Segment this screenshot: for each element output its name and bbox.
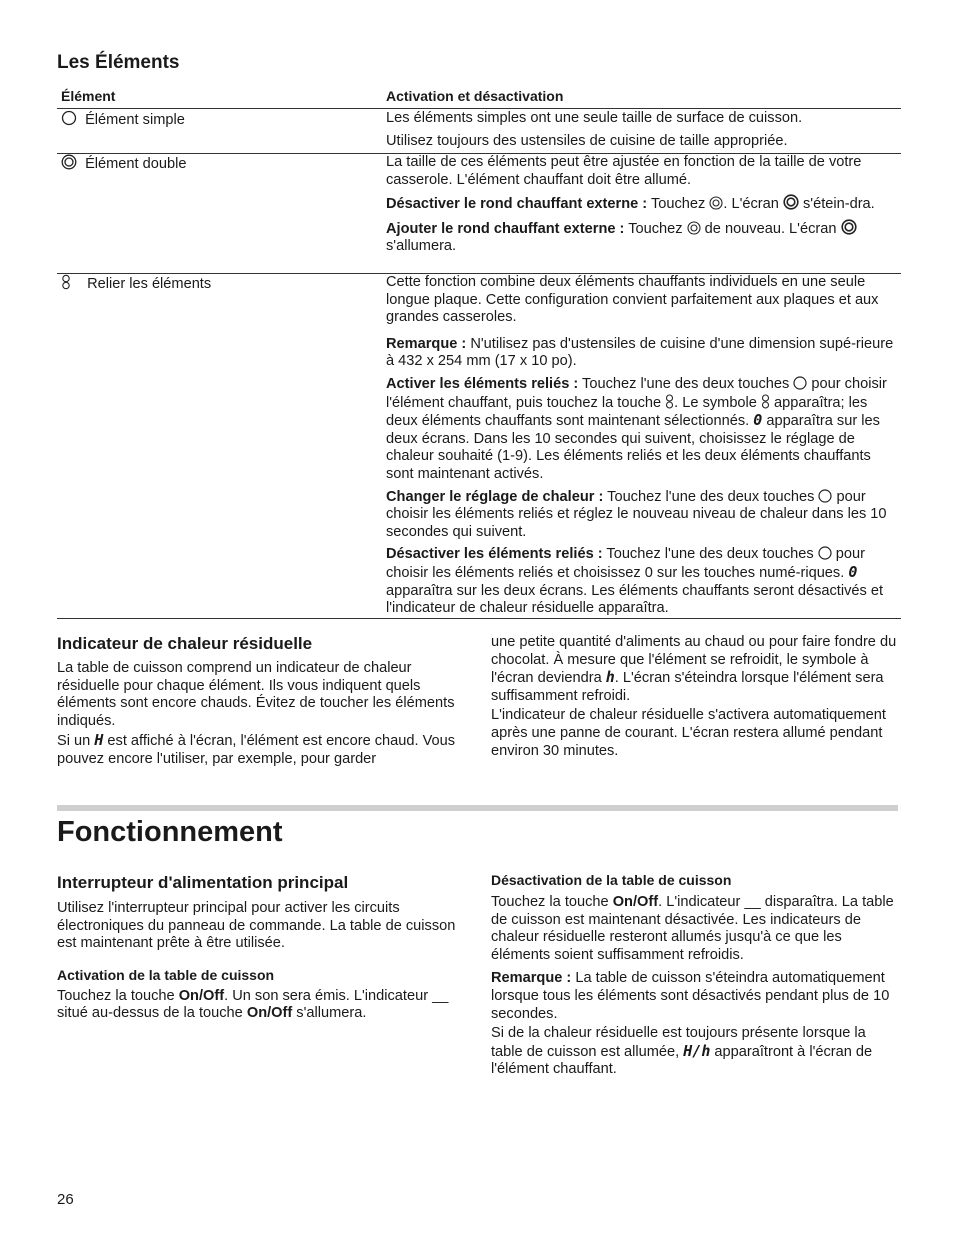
- onoff-key-label: On/Off: [246, 1005, 293, 1022]
- table-bottom-border: [57, 618, 901, 619]
- row3-p5-bold: Désactiver les éléments reliés :: [386, 546, 603, 563]
- row3-p3-c: . Le symbole: [674, 394, 761, 411]
- row-label-simple: Élément simple: [85, 112, 185, 128]
- row3-p3: [386, 376, 898, 484]
- display-h-glyph: h: [605, 668, 615, 687]
- row3-p3-e: apparaîtra sur les deux écrans. Dans les 10 secondes qui suivent, choisissez le réglage de chaleur souhaité (1-9). Les éléments reliés et les deux éléments chauffants sont maintenant activés.: [386, 413, 880, 482]
- single-element-touch-icon: [818, 489, 832, 503]
- section-title-residual: Indicateur de chaleur résiduelle: [57, 634, 313, 653]
- page-number: 26: [57, 1191, 74, 1208]
- row3-p3-b: pour choisir l'élément chauffant, puis touchez la touche: [386, 375, 887, 411]
- onoff-key-label: On/Off: [612, 894, 659, 910]
- section-divider-bar: [57, 805, 898, 811]
- table-row-simple-desc: [386, 110, 898, 155]
- deactivation-p1: [491, 894, 899, 964]
- residual-left-column: [57, 660, 465, 771]
- deactivation-p1-a: Touchez la touche: [491, 894, 613, 910]
- row3-p5: [386, 546, 898, 617]
- outer-ring-touch-icon: [687, 221, 701, 235]
- single-element-icon: [61, 110, 77, 126]
- row-label-link: Relier les éléments: [87, 276, 212, 292]
- row2-p2: [386, 194, 898, 214]
- row3-p3-a: Touchez l'une des deux touches: [578, 375, 794, 392]
- display-zero-glyph: 0: [753, 411, 763, 430]
- main-switch-p1: Utilisez l'interrupteur principal pour activer les circuits électroniques du panneau de commande. La table de cuisson est maintenant prête à être utilisée.: [57, 900, 456, 952]
- row2-p2-bold: Désactiver le rond chauffant externe :: [386, 196, 648, 213]
- row2-p2-a: Touchez: [647, 196, 710, 213]
- residual-p1: La table de cuisson comprend un indicateur de chaleur résiduelle pour chaque élément. Ils vous indiquent quels éléments sont encore chauds. Évitez de toucher les éléments indiqués.: [57, 660, 455, 729]
- double-display-icon: [841, 219, 857, 235]
- table-row-link-desc: [386, 274, 898, 623]
- outer-ring-touch-icon: [709, 196, 723, 210]
- residual-p2: [57, 732, 465, 768]
- activation-p1-b: . Un son sera émis. L'indicateur __ situé au-dessus de la touche: [57, 987, 449, 1022]
- row3-p5-b: pour choisir les éléments reliés et choisissez 0 sur les touches numé-riques.: [386, 546, 865, 581]
- link-elements-icon: [665, 394, 674, 409]
- deactivation-p1-b: . L'indicateur __ disparaîtra. La table de cuisson est maintenant désactivée. Les indicateurs de chaleur résiduelle resteront allumés jusqu'à ce que les éléments soient suffisamment refroidis.: [491, 894, 894, 963]
- deactivation-p3-a: Si de la chaleur résiduelle est toujours présente lorsque la table de cuisson est allumée,: [491, 1025, 866, 1060]
- link-elements-icon: [61, 274, 71, 290]
- residual-p3-b: . L'écran s'éteindra lorsque l'élément sera suffisamment refroidi.: [491, 670, 884, 704]
- activation-p1-c: s'allumera.: [292, 1005, 367, 1022]
- subsection-title-main-switch: Interrupteur d'alimentation principal: [57, 873, 349, 892]
- deactivation-title: Désactivation de la table de cuisson: [491, 872, 732, 888]
- row3-p4-bold: Changer le réglage de chaleur :: [386, 488, 604, 505]
- section-title-operation: Fonctionnement: [57, 816, 283, 848]
- single-element-touch-icon: [818, 546, 832, 560]
- double-display-icon: [783, 194, 799, 210]
- section-title-elements: Les Éléments: [57, 52, 180, 73]
- row2-p2-b: . L'écran: [723, 196, 783, 213]
- row2-p3-b: de nouveau. L'écran: [700, 220, 841, 237]
- deactivation-p2-bold: Remarque :: [491, 970, 572, 987]
- residual-p3: [491, 634, 899, 705]
- row1-p1: Les éléments simples ont une seule taille de surface de cuisson.: [386, 110, 803, 126]
- activation-p1: [57, 988, 465, 1023]
- residual-right-column: [491, 634, 899, 762]
- residual-p2-a: Si un: [57, 733, 95, 750]
- single-element-touch-icon: [793, 376, 807, 390]
- row2-p3-a: Touchez: [624, 220, 687, 237]
- link-elements-icon: [761, 394, 770, 409]
- double-element-icon: [61, 154, 77, 170]
- residual-p2-b: est affiché à l'écran, l'élément est encore chaud. Vous pouvez encore l'utiliser, par exemple, pour garder: [57, 733, 456, 767]
- onoff-key-label: On/Off: [178, 987, 225, 1004]
- row3-p2: [386, 336, 898, 371]
- deactivation-p2-text: La table de cuisson s'éteindra automatiquement lorsque tous les éléments sont désactivés pendant plus de 10 secondes.: [491, 970, 890, 1022]
- table-header: [57, 86, 901, 109]
- deactivation-p3: [491, 1025, 899, 1079]
- row2-p3: [386, 219, 898, 256]
- row2-p2-c: s'étein-dra.: [798, 196, 875, 213]
- display-H-glyph: H: [94, 731, 104, 750]
- table-row-simple-label: [61, 110, 185, 130]
- row1-p2: Utilisez toujours des ustensiles de cuisine de taille appropriée.: [386, 132, 788, 149]
- deactivation-p2: [491, 970, 899, 1023]
- row3-p5-a: Touchez l'une des deux touches: [602, 546, 818, 563]
- row3-p4: [386, 489, 898, 542]
- table-row-link-label: [61, 274, 211, 294]
- row2-p3-bold: Ajouter le rond chauffant externe :: [386, 220, 625, 237]
- row3-p5-c: apparaîtra sur les deux écrans. Les éléments chauffants seront désactivés et l'indicateur de chaleur résiduelle apparaîtra.: [386, 582, 884, 617]
- row3-p3-d: apparaîtra; les deux éléments chauffants sont maintenant sélectionnés.: [386, 394, 868, 430]
- activation-title: Activation de la table de cuisson: [57, 966, 275, 983]
- table-header-element: Élément: [61, 88, 116, 104]
- row3-p2-bold: Remarque :: [386, 335, 467, 352]
- table-header-activation: Activation et désactivation: [386, 88, 564, 104]
- row3-p2-text: N'utilisez pas d'ustensiles de cuisine d'une dimension supé-rieure à 432 x 254 mm (17 x 10 po).: [386, 335, 894, 370]
- row2-p3-c: s'allumera.: [386, 238, 457, 255]
- table-row-double-label: [61, 154, 186, 174]
- table-row-double-desc: [386, 154, 898, 261]
- row3-p4-a: Touchez l'une des deux touches: [603, 488, 819, 505]
- row3-p4-b: pour choisir les éléments reliés et réglez le nouveau niveau de chaleur dans les 10 secondes qui suivent.: [386, 488, 887, 540]
- residual-p3-a: une petite quantité d'aliments au chaud ou pour faire fondre du chocolat. À mesure que l'élément se refroidit, le symbole à l'écran deviendra: [491, 634, 897, 687]
- main-switch-column: [57, 900, 465, 1025]
- deactivation-column: [491, 872, 899, 1081]
- row3-p3-bold: Activer les éléments reliés :: [386, 375, 579, 392]
- row-label-double: Élément double: [85, 156, 187, 172]
- activation-p1-a: Touchez la touche: [57, 987, 179, 1004]
- row3-p1: Cette fonction combine deux éléments chauffants individuels en une seule longue plaque. Cette configuration convient parfaitement aux plaques et aux grandes casseroles.: [386, 274, 879, 326]
- deactivation-p3-b: apparaîtront à l'écran de l'élément chauffant.: [491, 1043, 873, 1078]
- residual-p4: L'indicateur de chaleur résiduelle s'activera automatiquement après une panne de courant. L'écran restera allumé pendant environ 30 minutes.: [491, 707, 886, 759]
- display-zero-glyph: 0: [848, 562, 858, 581]
- display-Hh-glyph: H/h: [683, 1041, 711, 1060]
- row2-p1: La taille de ces éléments peut être ajustée en fonction de la taille de votre casserole. L'élément chauffant doit être allumé.: [386, 154, 862, 188]
